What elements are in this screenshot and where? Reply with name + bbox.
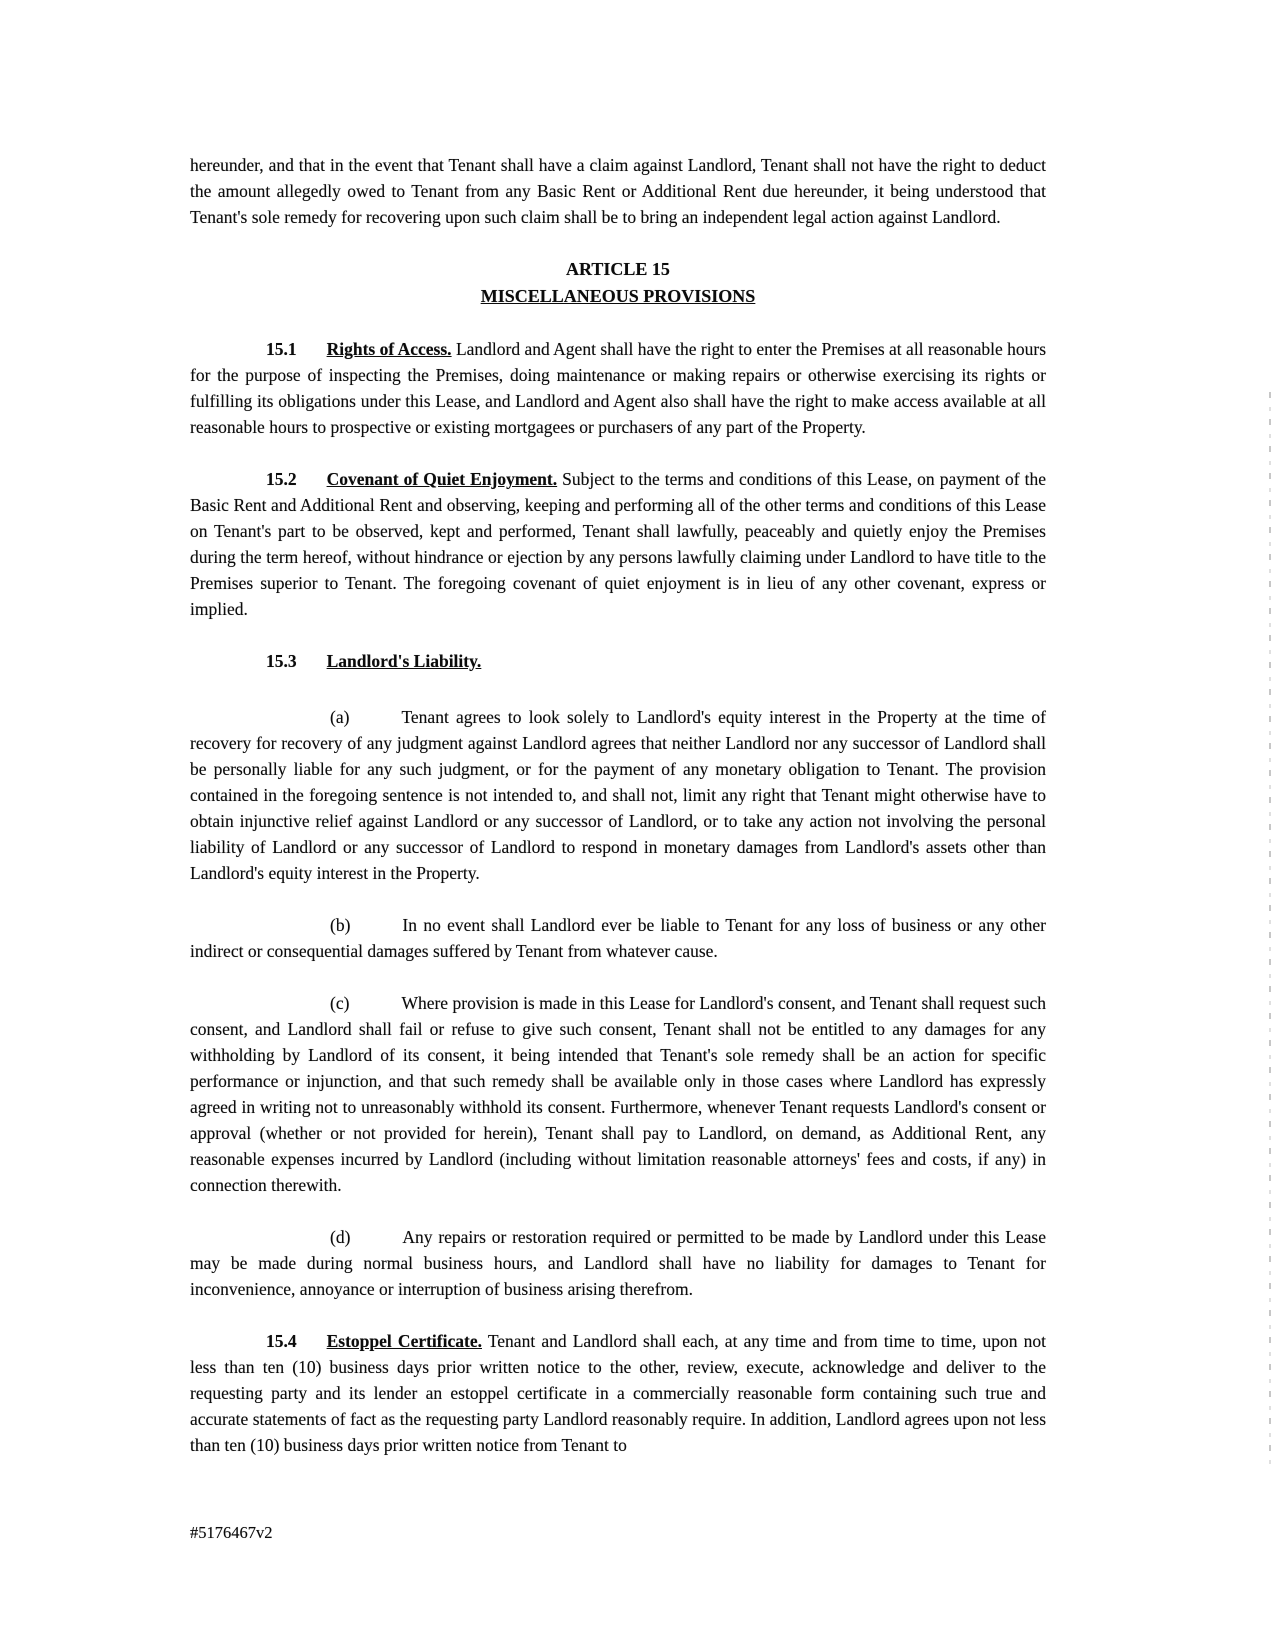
article-subheading: MISCELLANEOUS PROVISIONS bbox=[480, 286, 756, 306]
section-title: Landlord's Liability. bbox=[326, 651, 482, 671]
subsection-body: Where provision is made in this Lease for Landlord's consent, and Tenant shall request such consent, and Landlord shall fail or refuse to give such consent, Tenant shall not be entitled to any damages for any withholding by Landlord of its consent, it being intended that Tenant's sole remedy shall be an action for specific performance or injunction, and that such remedy shall be available only in those cases where Landlord has expressly agreed in writing not to unreasonably withhold its consent. Furthermore, whenever Tenant requests Landlord's consent or approval (whether or not provided for herein), Tenant shall pay to Landlord, on demand, as Additional Rent, any reasonable expenses incurred by Landlord (including without limitation reasonable attorneys' fees and costs, if any) in connection therewith. bbox=[190, 993, 1046, 1195]
section-15-4-paragraph bbox=[190, 1328, 1046, 1458]
section-title: Estoppel Certificate. bbox=[326, 1331, 482, 1351]
section-15-3-heading bbox=[190, 648, 1046, 674]
section-number: 15.3 bbox=[266, 651, 297, 671]
section-number: 15.1 bbox=[266, 339, 297, 359]
subsection-a-paragraph bbox=[190, 704, 1046, 886]
section-number: 15.4 bbox=[266, 1331, 297, 1351]
continuation-paragraph: hereunder, and that in the event that Tenant shall have a claim against Landlord, Tenant shall not have the right to deduct the amount allegedly owed to Tenant from any Basic Rent or Additional Rent due hereunder, it being understood that Tenant's sole remedy for recovering upon such claim shall be to bring an independent legal action against Landlord. bbox=[190, 155, 1046, 227]
subsection-label: (d) bbox=[330, 1227, 351, 1247]
subsection-body: Any repairs or restoration required or permitted to be made by Landlord under this Lease may be made during normal business hours, and Landlord shall have no liability for damages to Tenant for inconvenience, annoyance or interruption of business arising therefrom. bbox=[190, 1227, 1046, 1299]
footer-doc-number: #5176467v2 bbox=[190, 1523, 273, 1542]
section-number: 15.2 bbox=[266, 469, 297, 489]
section-body: Tenant and Landlord shall each, at any time and from time to time, upon not less than ten (10) business days prior written notice to the other, review, execute, acknowledge and deliver to the requesting party and its lender an estoppel certificate in a commercially reasonable form containing such true and accurate statements of fact as the requesting party Landlord reasonably require. In addition, Landlord agrees upon not less than ten (10) business days prior written notice from Tenant to bbox=[190, 1331, 1046, 1455]
section-title: Covenant of Quiet Enjoyment. bbox=[326, 469, 558, 489]
subsection-c-paragraph bbox=[190, 990, 1046, 1198]
section-title: Rights of Access. bbox=[326, 339, 452, 359]
article-heading: ARTICLE 15 bbox=[566, 259, 670, 279]
subsection-label: (a) bbox=[330, 707, 350, 727]
section-15-1-paragraph bbox=[190, 336, 1046, 440]
page-content bbox=[190, 152, 1046, 1572]
subsection-b-paragraph bbox=[190, 912, 1046, 964]
article-heading-block bbox=[190, 256, 1046, 310]
section-body: Landlord and Agent shall have the right to enter the Premises at all reasonable hours for the purpose of inspecting the Premises, doing maintenance or making repairs or otherwise exercising its rights or fulfilling its obligations under this Lease, and Landlord and Agent also shall have the right to make access available at all reasonable hours to prospective or existing mortgagees or purchasers of any part of the Property. bbox=[190, 339, 1047, 437]
section-15-2-paragraph bbox=[190, 466, 1046, 622]
subsection-label: (b) bbox=[330, 915, 351, 935]
section-body: Subject to the terms and conditions of this Lease, on payment of the Basic Rent and Additional Rent and observing, keeping and performing all of the other terms and conditions of this Lease on Tenant's part to be observed, kept and performed, Tenant shall lawfully, peaceably and quietly enjoy the Premises during the term hereof, without hindrance or ejection by any persons lawfully claiming under Landlord to have title to the Premises superior to Tenant. The foregoing covenant of quiet enjoyment is in lieu of any other covenant, express or implied. bbox=[190, 469, 1046, 619]
subsection-label: (c) bbox=[330, 993, 350, 1013]
subsection-body: In no event shall Landlord ever be liable to Tenant for any loss of business or any other indirect or consequential damages suffered by Tenant from whatever cause. bbox=[190, 915, 1046, 961]
subsection-d-paragraph bbox=[190, 1224, 1046, 1302]
subsection-body: Tenant agrees to look solely to Landlord's equity interest in the Property at the time of recovery for recovery of any judgment against Landlord agrees that neither Landlord nor any successor of Landlord shall be personally liable for any such judgment, or for the payment of any monetary obligation to Tenant. The provision contained in the foregoing sentence is not intended to, and shall not, limit any right that Tenant might otherwise have to obtain injunctive relief against Landlord or any successor of Landlord, or to take any action not involving the personal liability of Landlord or any successor of Landlord to respond in monetary damages from Landlord's assets other than Landlord's equity interest in the Property. bbox=[190, 707, 1046, 883]
scan-artifact-line bbox=[1269, 392, 1271, 1472]
